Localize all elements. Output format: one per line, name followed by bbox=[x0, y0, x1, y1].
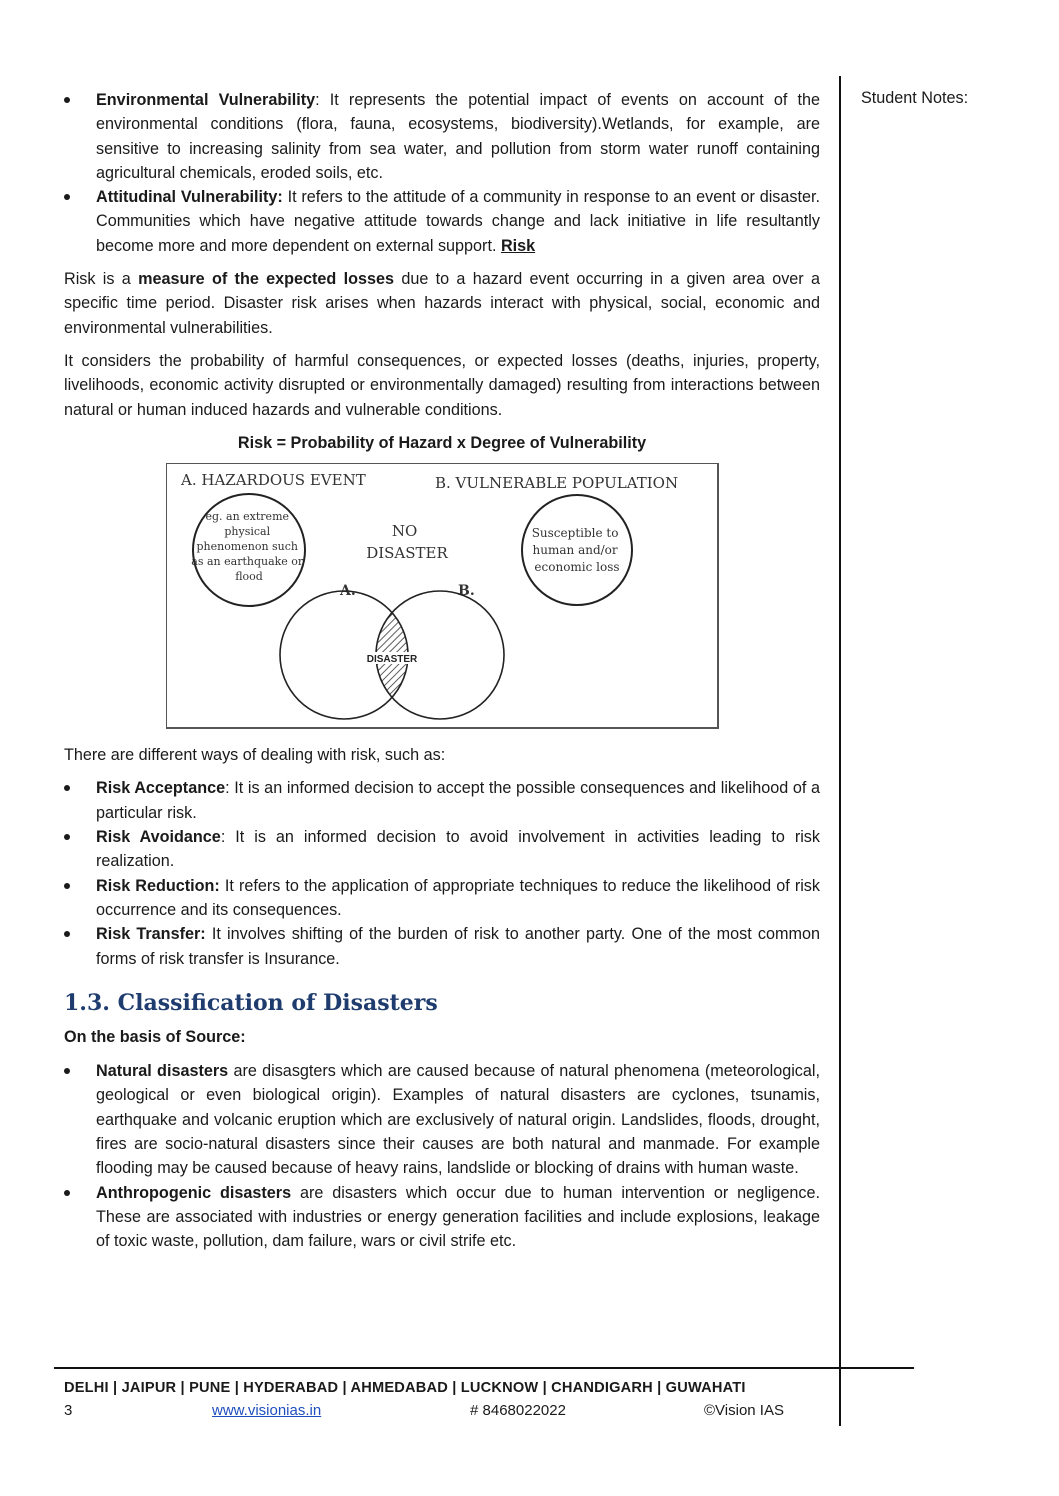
main-content bbox=[64, 88, 820, 1263]
no-disaster-label: NO DISASTER bbox=[366, 522, 448, 563]
risk-venn-figure bbox=[166, 463, 719, 729]
phone-number: # 8468022022 bbox=[470, 1402, 566, 1419]
risk-consequences-paragraph: It considers the probability of harmful consequences, or expected losses (deaths, injuries, property, livelihoods, economic activity disrupted or environmentally damaged) resulting from interactions between natural or human induced hazards and vulnerable conditions. bbox=[64, 351, 820, 419]
ways-intro: There are different ways of dealing with risk, such as: bbox=[64, 746, 446, 765]
venn-label-b: B. bbox=[458, 583, 475, 600]
list-item bbox=[64, 185, 820, 258]
vulnerable-population-title: B. VULNERABLE POPULATION bbox=[435, 474, 679, 493]
disaster-label: DISASTER bbox=[366, 654, 418, 666]
population-circle-text: Susceptible to human and/or economic loss bbox=[531, 526, 620, 575]
website-link[interactable]: www.visionias.in bbox=[212, 1402, 322, 1419]
hazard-circle-text: eg. an extreme physical phenomenon such as an earthquake or flood bbox=[191, 510, 304, 584]
risk-ways-list bbox=[64, 776, 820, 970]
bullet-text: It refers to the attitude of a community in response to an event or disaster. Communities which have negative attitude towards change and lack initiative in life resultantly become more and more dependent on external support. bbox=[96, 188, 820, 255]
page-number: 3 bbox=[64, 1402, 73, 1419]
risk-formula: Risk = Probability of Hazard x Degree of Vulnerability bbox=[237, 433, 647, 452]
list-item: Natural disasters are disasgters which are caused because of natural phenomena (meteorological, geological or even biological origin). Examples of natural disasters are cyclones, tsunamis, earthquake and volcanic eruption which are exclusively of natural origin. Landslides, floods, drought, fires are socio-natural disasters since their causes are both natural and manmade. For example flooding may be caused because of heavy rains, landslide or blocking of drains with human waste. bbox=[64, 1059, 820, 1180]
list-item: Risk Reduction: It refers to the application of appropriate techniques to reduce the likelihood of risk occurrence and its consequences. bbox=[64, 874, 820, 923]
disaster-classes-list bbox=[64, 1059, 820, 1253]
list-item: Risk Avoidance: It is an informed decision to avoid involvement in activities leading to risk realization. bbox=[64, 825, 820, 874]
bullet-text: : It represents the potential impact of events on account of the environmental conditions (flora, fauna, ecosystems, biodiversity).Wetlands, for example, are sensitive to increasing salinity from sea water, and pollution from storm water runoff containing agricultural chemicals, eroded soils, etc. bbox=[96, 91, 820, 182]
list-item: Anthropogenic disasters are disasters which occur due to human intervention or negligence. These are associated with industries or energy generation facilities and include explosions, leakage of toxic waste, pollution, dam failure, wars or civil strife etc. bbox=[64, 1181, 820, 1254]
copyright: ©Vision IAS bbox=[704, 1402, 784, 1419]
footer-cities: DELHI | JAIPUR | PUNE | HYDERABAD | AHMEDABAD | LUCKNOW | CHANDIGARH | GUWAHATI bbox=[64, 1380, 746, 1396]
bullet-term: Anthropogenic disasters bbox=[96, 1183, 292, 1202]
hazardous-event-title: A. HAZARDOUS EVENT bbox=[181, 471, 366, 490]
bullet-term: Risk Reduction: bbox=[96, 876, 220, 895]
list-item: Risk Transfer: It involves shifting of the burden of risk to another party. One of the most common forms of risk transfer is Insurance. bbox=[64, 922, 820, 971]
bullet-term: Natural disasters bbox=[96, 1062, 229, 1081]
risk-definition-paragraph: Risk is a measure of the expected losses due to a hazard event occurring in a given area over a specific time period. Disaster risk arises when hazards interact with physical, social, economic and environmental vulnerabilities. bbox=[64, 270, 820, 337]
venn-diagram bbox=[167, 464, 720, 730]
vulnerability-list bbox=[64, 88, 820, 258]
list-item bbox=[64, 88, 820, 185]
bold-phrase: measure of the expected losses bbox=[138, 270, 395, 289]
bullet-term: Environmental Vulnerability bbox=[96, 91, 316, 109]
venn-label-a: A. bbox=[340, 583, 356, 600]
section-subheading: On the basis of Source: bbox=[64, 1027, 246, 1046]
list-item: Risk Acceptance: It is an informed decision to accept the possible consequences and likelihood of a particular risk. bbox=[64, 776, 820, 825]
section-heading: 1.3. Classification of Disasters bbox=[64, 989, 438, 1016]
bullet-term: Risk Transfer: bbox=[96, 925, 206, 944]
bullet-term: Attitudinal Vulnerability: bbox=[96, 188, 283, 207]
bullet-term: Risk Acceptance bbox=[96, 779, 226, 798]
footer-divider bbox=[54, 1367, 914, 1369]
bullet-term: Risk Avoidance bbox=[96, 828, 221, 847]
student-notes-label: Student Notes: bbox=[861, 89, 969, 107]
notes-divider bbox=[839, 76, 841, 1426]
risk-heading-link[interactable]: Risk bbox=[500, 236, 536, 255]
